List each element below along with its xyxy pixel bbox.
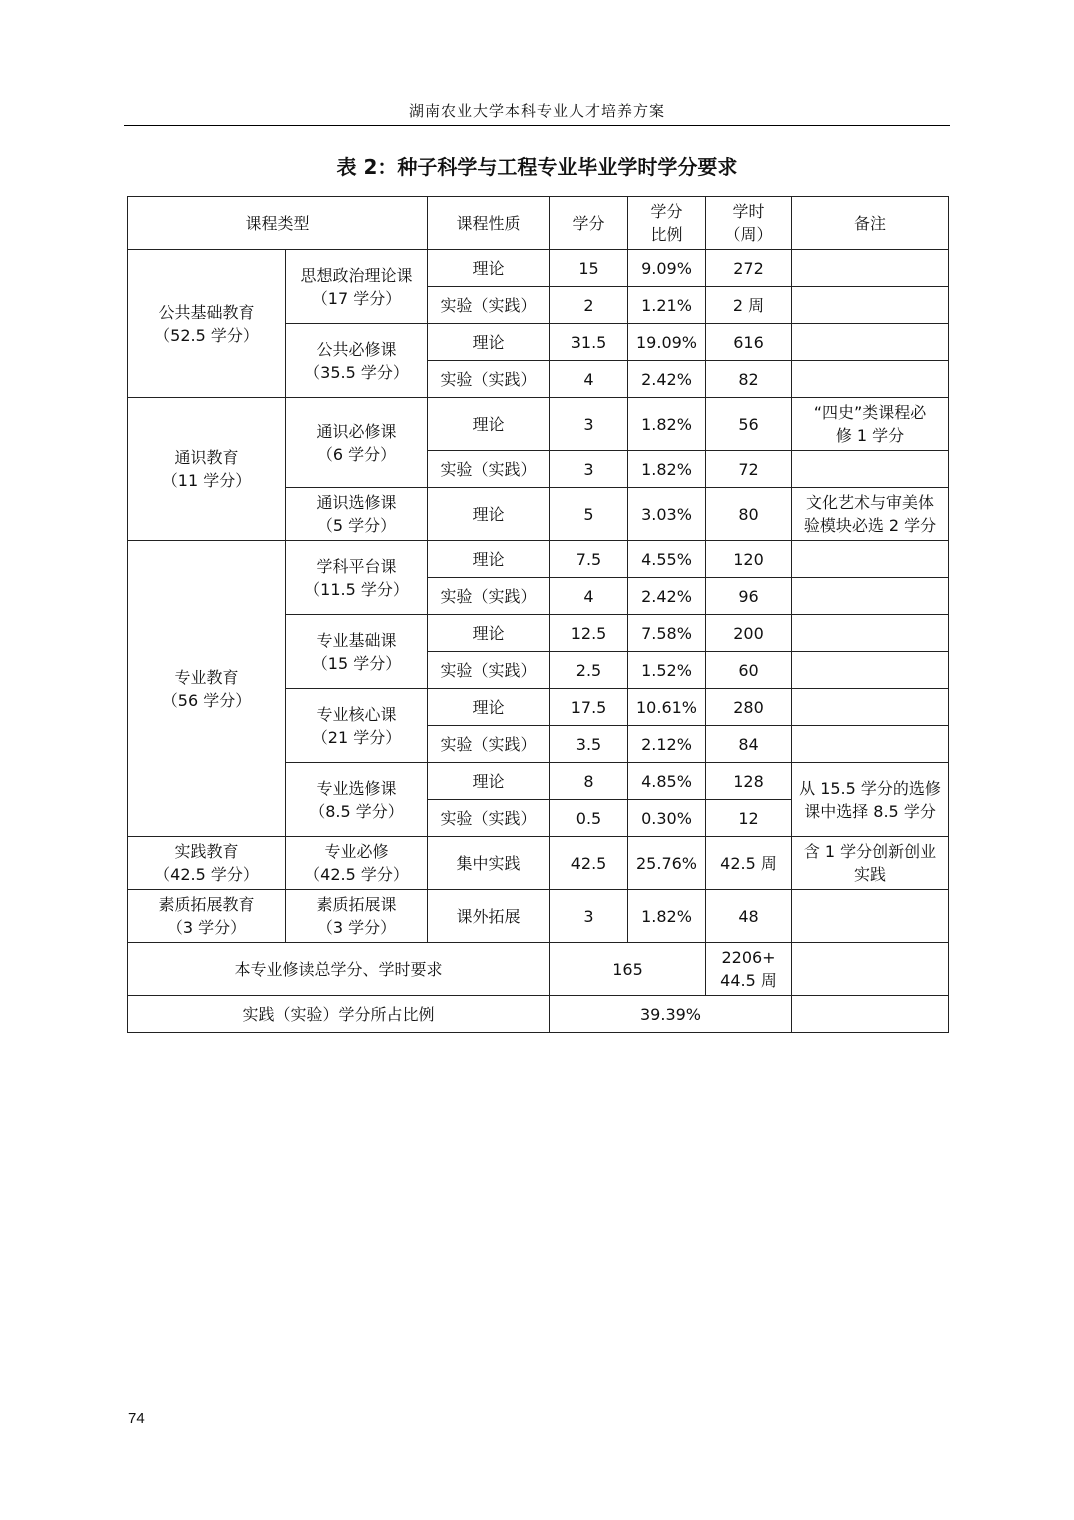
running-header-title: 湖南农业大学本科专业人才培养方案: [408, 102, 665, 120]
cell-nature: 实验（实践）: [428, 652, 550, 689]
cell-nature: 理论: [428, 689, 550, 726]
subcategory-politics: 思想政治理论课 （17 学分）: [286, 250, 428, 324]
cell-credits: 15: [550, 250, 628, 287]
cell-remarks: [792, 652, 949, 689]
subcategory-public-required: 公共必修课 （35.5 学分）: [286, 324, 428, 398]
cell-credits: 2: [550, 287, 628, 324]
cell-remarks: [792, 250, 949, 287]
cell-hours: 42.5 周: [706, 837, 792, 890]
cell-credits: 2.5: [550, 652, 628, 689]
cell-nature: 实验（实践）: [428, 451, 550, 488]
cell-credits: 17.5: [550, 689, 628, 726]
cell-ratio: 1.82%: [628, 890, 706, 943]
cell-hours: 96: [706, 578, 792, 615]
cell-nature: 实验（实践）: [428, 287, 550, 324]
header-ratio: 学分 比例: [628, 197, 706, 250]
cell-remarks: [792, 324, 949, 361]
totals-row: [128, 943, 949, 996]
cell-remarks: [792, 361, 949, 398]
cell-nature: 实验（实践）: [428, 726, 550, 763]
cell-hours: 48: [706, 890, 792, 943]
cell-remarks: “四史”类课程必 修 1 学分: [792, 398, 949, 451]
cell-ratio: 7.58%: [628, 615, 706, 652]
practice-ratio-label: 实践（实验）学分所占比例: [128, 996, 550, 1033]
cell-nature: 理论: [428, 250, 550, 287]
credit-requirements-table: [127, 196, 949, 1033]
header-nature: 课程性质: [428, 197, 550, 250]
cell-credits: 3: [550, 890, 628, 943]
cell-remarks: [792, 890, 949, 943]
subcategory-discipline-platform: 学科平台课 （11.5 学分）: [286, 541, 428, 615]
cell-ratio: 0.30%: [628, 800, 706, 837]
cell-ratio: 25.76%: [628, 837, 706, 890]
cell-remarks: [792, 943, 949, 996]
cell-credits: 0.5: [550, 800, 628, 837]
cell-credits: 5: [550, 488, 628, 541]
cell-remarks: [792, 287, 949, 324]
page-number: 74: [128, 1410, 145, 1427]
table-title: 表 2：种子科学与工程专业毕业学时学分要求: [336, 155, 738, 179]
cell-remarks: 含 1 学分创新创业 实践: [792, 837, 949, 890]
cell-hours: 60: [706, 652, 792, 689]
cell-hours: 272: [706, 250, 792, 287]
category-practice: 实践教育 （42.5 学分）: [128, 837, 286, 890]
cell-hours: 2 周: [706, 287, 792, 324]
cell-hours: 82: [706, 361, 792, 398]
cell-hours: 128: [706, 763, 792, 800]
cell-ratio: 4.85%: [628, 763, 706, 800]
cell-ratio: 9.09%: [628, 250, 706, 287]
header-hours: 学时 （周）: [706, 197, 792, 250]
cell-remarks: [792, 578, 949, 615]
subcategory-major-basic: 专业基础课 （15 学分）: [286, 615, 428, 689]
cell-ratio: 19.09%: [628, 324, 706, 361]
cell-hours: 84: [706, 726, 792, 763]
cell-remarks: [792, 541, 949, 578]
cell-ratio: 1.82%: [628, 451, 706, 488]
category-major: 专业教育 （56 学分）: [128, 541, 286, 837]
running-header: [124, 100, 950, 126]
cell-nature: 理论: [428, 488, 550, 541]
cell-ratio: 3.03%: [628, 488, 706, 541]
cell-remarks: 文化艺术与审美体 验模块必选 2 学分: [792, 488, 949, 541]
cell-hours: 12: [706, 800, 792, 837]
cell-remarks: [792, 615, 949, 652]
cell-remarks: [792, 451, 949, 488]
subcategory-general-elective: 通识选修课 （5 学分）: [286, 488, 428, 541]
cell-ratio: 2.12%: [628, 726, 706, 763]
cell-credits: 7.5: [550, 541, 628, 578]
cell-credits: 31.5: [550, 324, 628, 361]
table-row: [128, 541, 949, 578]
practice-ratio-value: 39.39%: [550, 996, 792, 1033]
category-quality: 素质拓展教育 （3 学分）: [128, 890, 286, 943]
cell-remarks: [792, 996, 949, 1033]
cell-hours: 72: [706, 451, 792, 488]
cell-ratio: 2.42%: [628, 578, 706, 615]
cell-credits: 4: [550, 578, 628, 615]
cell-hours: 280: [706, 689, 792, 726]
cell-remarks: [792, 726, 949, 763]
category-general: 通识教育 （11 学分）: [128, 398, 286, 541]
totals-label: 本专业修读总学分、学时要求: [128, 943, 550, 996]
table-row: [128, 250, 949, 287]
cell-hours: 200: [706, 615, 792, 652]
totals-credits: 165: [550, 943, 706, 996]
table-row: [128, 837, 949, 890]
cell-credits: 3.5: [550, 726, 628, 763]
table-header-row: [128, 197, 949, 250]
cell-hours: 80: [706, 488, 792, 541]
cell-ratio: 1.82%: [628, 398, 706, 451]
subcategory-general-required: 通识必修课 （6 学分）: [286, 398, 428, 488]
cell-ratio: 10.61%: [628, 689, 706, 726]
cell-nature: 理论: [428, 615, 550, 652]
cell-credits: 3: [550, 451, 628, 488]
cell-ratio: 4.55%: [628, 541, 706, 578]
cell-nature: 实验（实践）: [428, 578, 550, 615]
cell-credits: 12.5: [550, 615, 628, 652]
totals-hours: 2206+ 44.5 周: [706, 943, 792, 996]
cell-nature: 理论: [428, 541, 550, 578]
cell-ratio: 2.42%: [628, 361, 706, 398]
category-public: 公共基础教育 （52.5 学分）: [128, 250, 286, 398]
cell-hours: 120: [706, 541, 792, 578]
subcategory-major-required: 专业必修 （42.5 学分）: [286, 837, 428, 890]
header-credits: 学分: [550, 197, 628, 250]
cell-nature: 理论: [428, 398, 550, 451]
header-course-type: 课程类型: [128, 197, 428, 250]
practice-ratio-row: [128, 996, 949, 1033]
cell-nature: 课外拓展: [428, 890, 550, 943]
cell-ratio: 1.52%: [628, 652, 706, 689]
cell-ratio: 1.21%: [628, 287, 706, 324]
subcategory-major-elective: 专业选修课 （8.5 学分）: [286, 763, 428, 837]
cell-remarks: 从 15.5 学分的选修 课中选择 8.5 学分: [792, 763, 949, 837]
cell-nature: 集中实践: [428, 837, 550, 890]
cell-nature: 实验（实践）: [428, 361, 550, 398]
cell-credits: 4: [550, 361, 628, 398]
subcategory-quality-course: 素质拓展课 （3 学分）: [286, 890, 428, 943]
header-remarks: 备注: [792, 197, 949, 250]
table-row: [128, 398, 949, 451]
cell-nature: 理论: [428, 324, 550, 361]
cell-credits: 3: [550, 398, 628, 451]
cell-hours: 616: [706, 324, 792, 361]
cell-credits: 42.5: [550, 837, 628, 890]
cell-hours: 56: [706, 398, 792, 451]
cell-credits: 8: [550, 763, 628, 800]
table-row: [128, 890, 949, 943]
cell-nature: 实验（实践）: [428, 800, 550, 837]
subcategory-major-core: 专业核心课 （21 学分）: [286, 689, 428, 763]
cell-nature: 理论: [428, 763, 550, 800]
cell-remarks: [792, 689, 949, 726]
